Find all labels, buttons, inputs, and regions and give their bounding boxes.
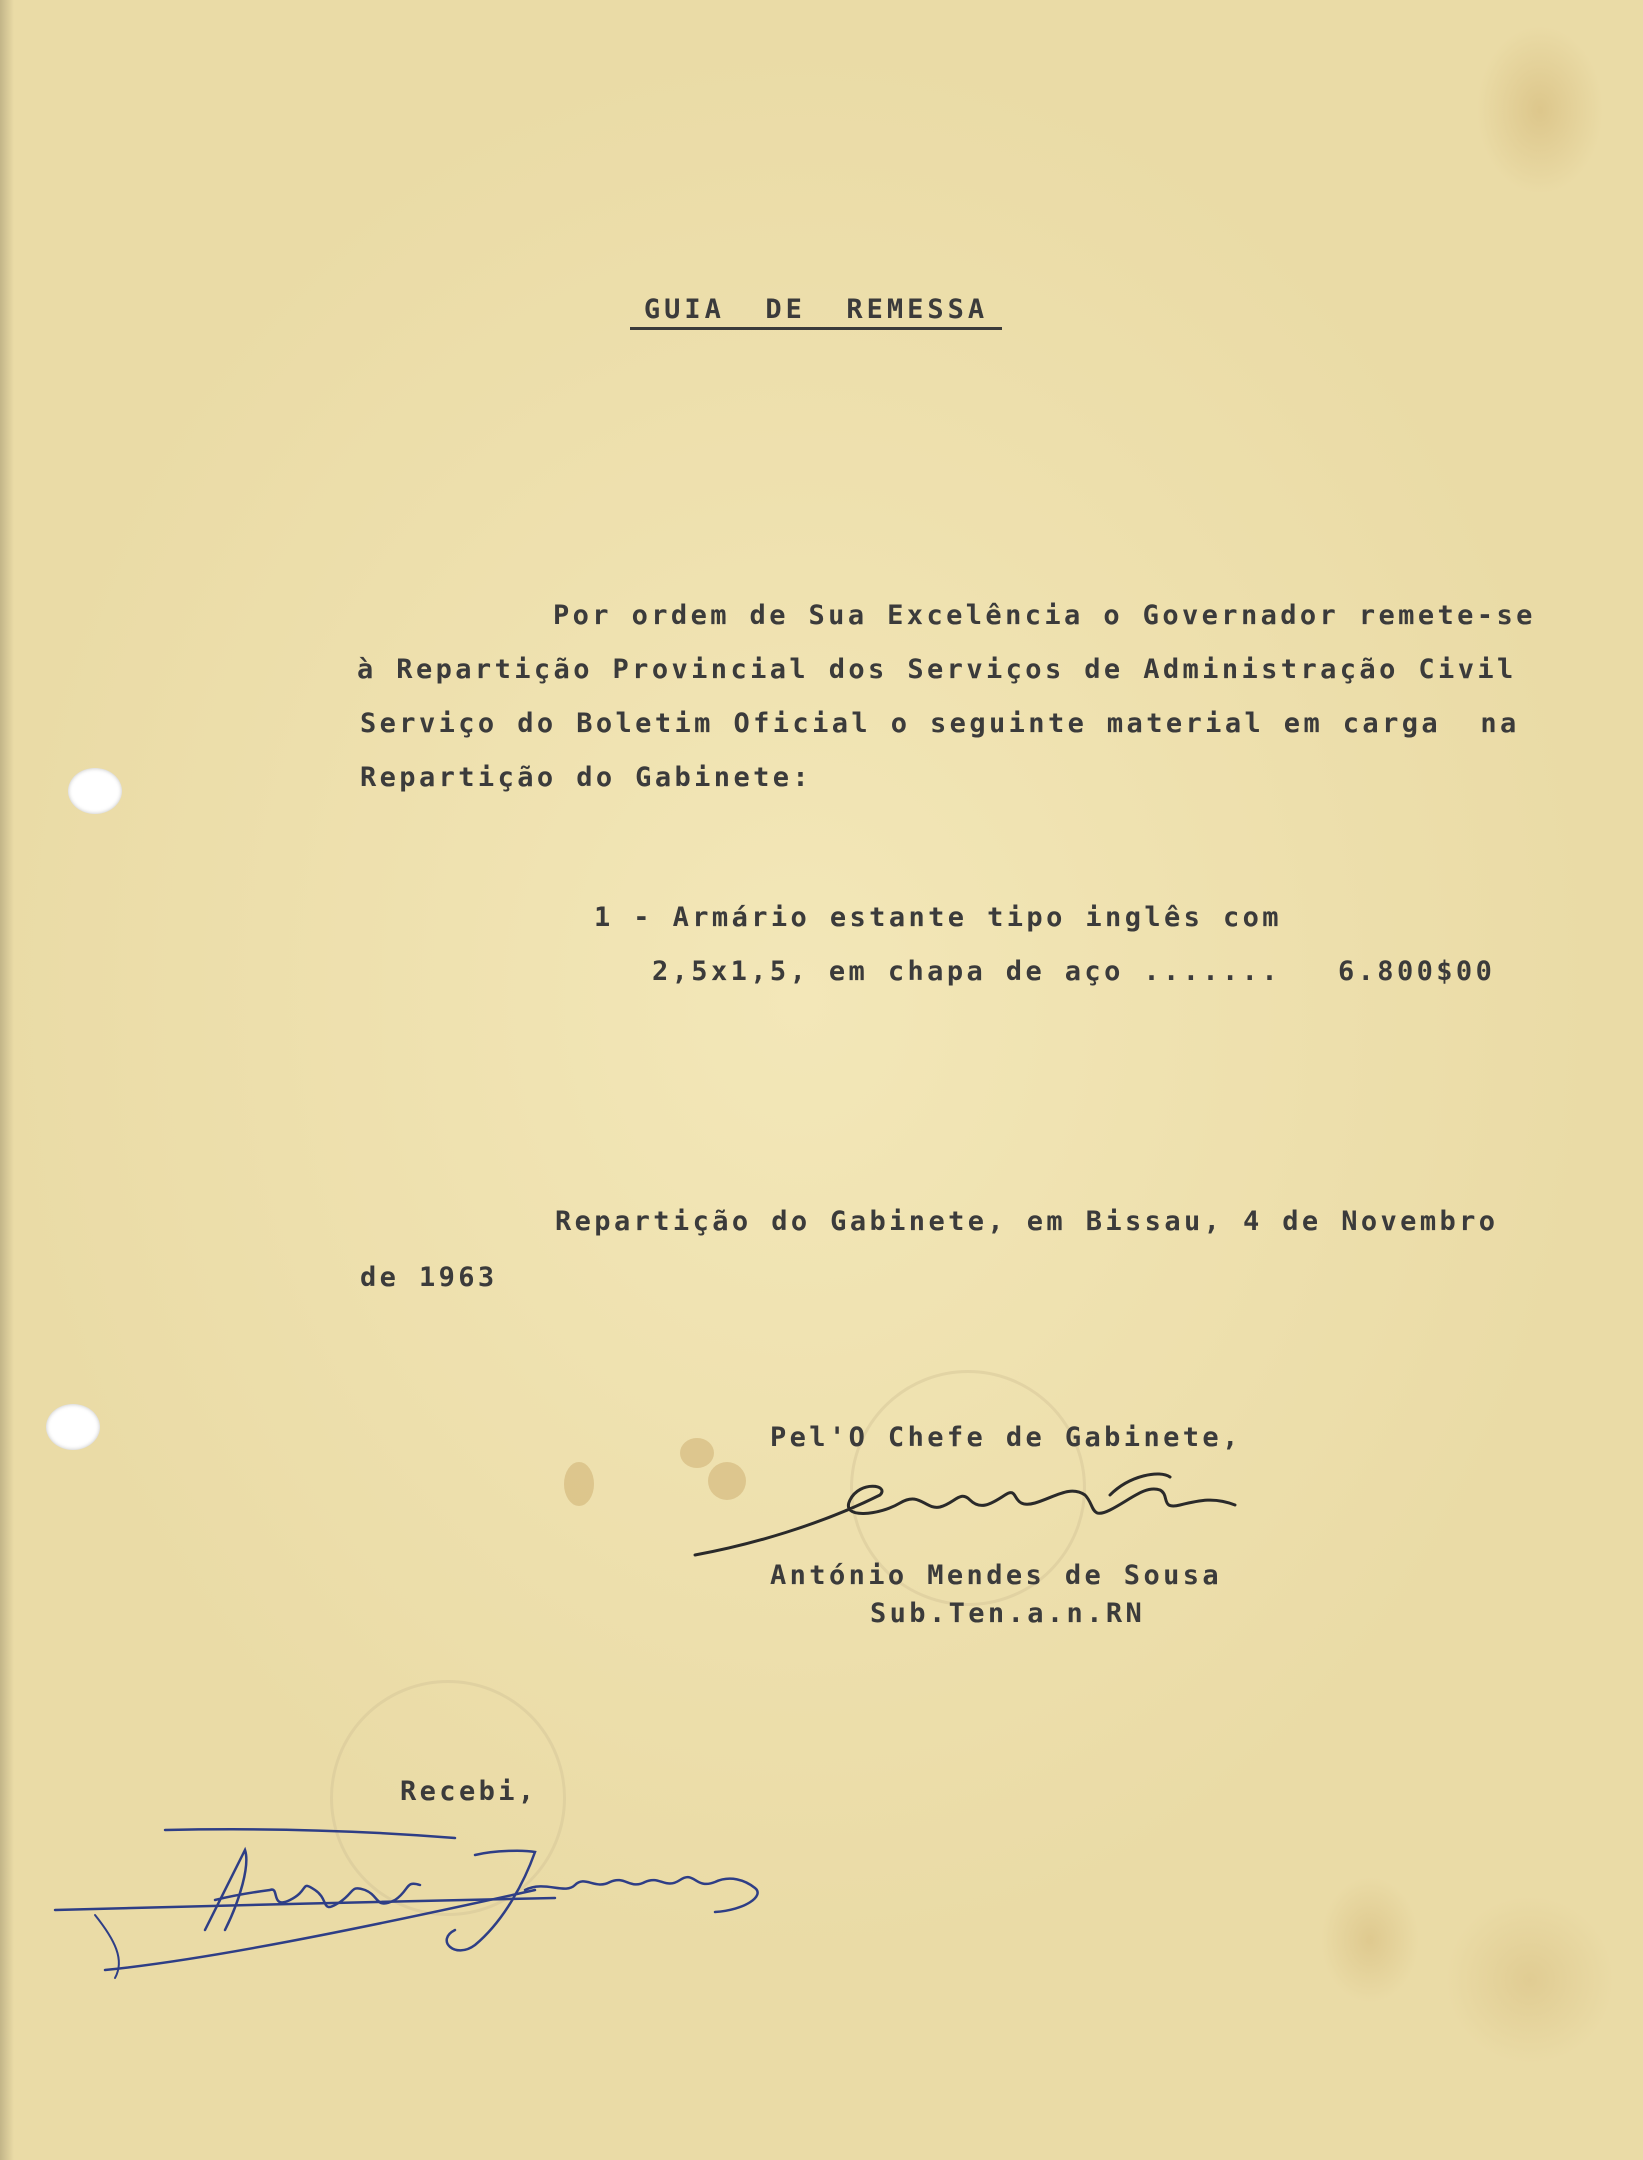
punch-hole-top: [68, 768, 122, 814]
punch-hole-bottom: [46, 1404, 100, 1450]
signatory-rank: Sub.Ten.a.n.RN: [870, 1598, 1146, 1629]
item-specification: 2,5x1,5, em chapa de aço .......: [652, 956, 1281, 987]
chief-signature: [690, 1455, 1290, 1575]
stain-mark: [564, 1462, 594, 1506]
signatory-name: António Mendes de Sousa: [770, 1560, 1223, 1591]
place-date-line-2: de 1963: [360, 1262, 498, 1293]
page-edge-shadow: [0, 0, 14, 2160]
body-line-1: Por ordem de Sua Excelência o Governador remete-se: [553, 600, 1536, 631]
title-underline: [630, 327, 1002, 330]
body-line-4: Repartição do Gabinete:: [360, 762, 813, 793]
signatory-closing: Pel'O Chefe de Gabinete,: [770, 1422, 1242, 1453]
receiver-signature: [55, 1820, 775, 2000]
receipt-label: Recebi,: [400, 1776, 538, 1807]
item-description: 1 - Armário estante tipo inglês com: [594, 902, 1282, 933]
body-line-2: à Repartição Provincial dos Serviços de Administração Civil: [357, 654, 1517, 685]
item-amount: 6.800$00: [1338, 956, 1496, 987]
body-line-3: Serviço do Boletim Oficial o seguinte material em carga na: [360, 708, 1520, 739]
document-title: GUIA DE REMESSA: [643, 294, 989, 325]
place-date-line-1: Repartição do Gabinete, em Bissau, 4 de Novembro: [555, 1206, 1499, 1237]
